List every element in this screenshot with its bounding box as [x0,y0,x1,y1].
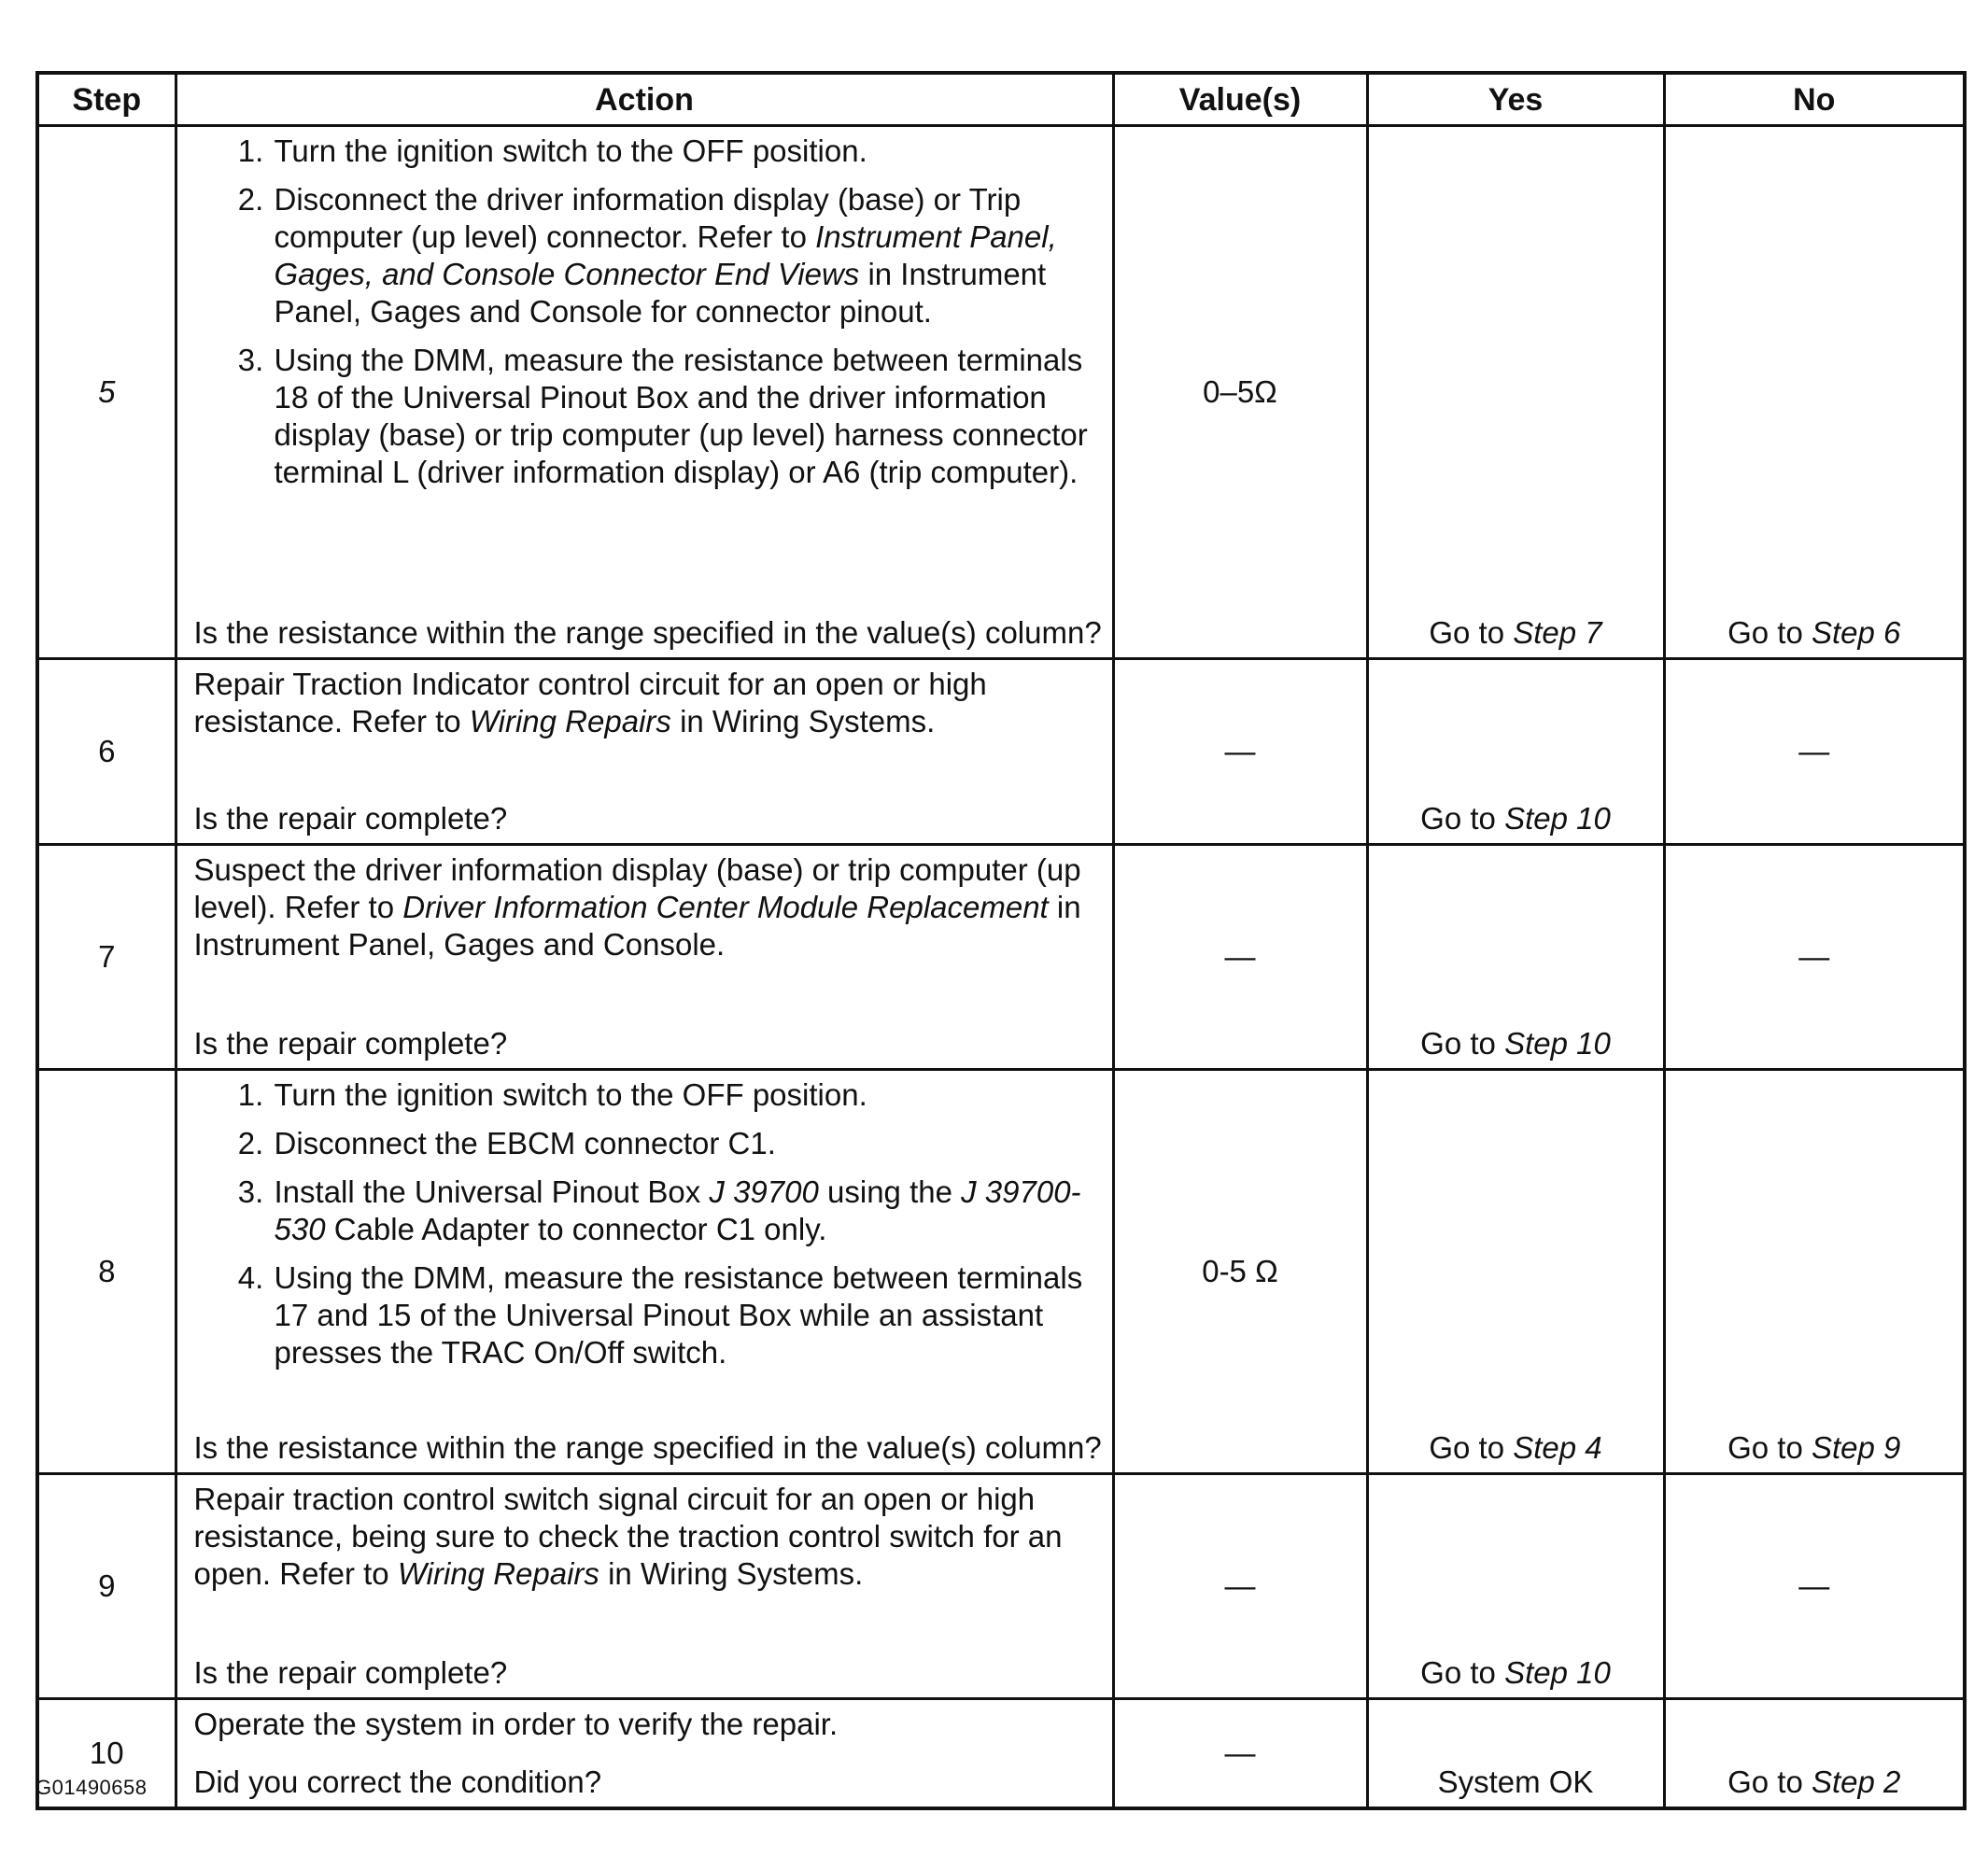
list-item [273,181,1103,330]
list-item-text: Disconnect the EBCM connector C1. [274,1126,776,1160]
question-text: Did you correct the condition? [193,1765,602,1799]
header-action: Action [176,73,1113,126]
no-cell [1664,1070,1965,1474]
no-prefix: Go to [1727,1765,1812,1799]
yes-cell [1367,845,1664,1070]
question-text: Is the repair complete? [193,1026,508,1061]
yes-step-link[interactable]: Step 10 [1504,1655,1611,1690]
yes-step-link[interactable]: Step 10 [1504,1026,1611,1061]
value-cell: — [1113,659,1367,845]
step-number: 8 [37,1070,176,1474]
no-cell [1664,126,1965,659]
no-cell: — [1664,1474,1965,1699]
manual-reference: Wiring Repairs [397,1556,599,1591]
header-step: Step [37,73,176,126]
action-content [194,1481,1103,1692]
list-item-text: in Instrument Panel, Gages and Console for connector pinout. [274,257,1047,329]
action-content [194,1076,1103,1467]
action-content [194,851,1103,1062]
question-text: Is the resistance within the range specified in the value(s) column? [193,1430,1102,1465]
yes-cell: System OK [1367,1699,1664,1809]
table-row-step-7 [37,845,1965,1070]
yes-cell [1367,1474,1664,1699]
list-item-text: Cable Adapter to connector C1 only. [325,1212,827,1246]
step-number: 10 [37,1699,176,1809]
value-cell: — [1113,845,1367,1070]
list-item [273,1259,1103,1371]
step-number: 6 [37,659,176,845]
list-item [273,1076,1103,1114]
action-text-part: in Wiring Systems. [670,704,936,738]
list-item-text: Disconnect the driver information display (base) or Trip computer (up level) connector. Refer to [274,182,1022,254]
action-text-part: in Instrument Panel, Gages and Console. [193,890,1081,962]
list-item-text: Using the DMM, measure the resistance between terminals 17 and 15 of the Universal Pinout Box while an assistant presses the TRAC On/Off switch. [274,1260,1083,1370]
question-text: Is the resistance within the range specified in the value(s) column? [193,615,1102,650]
header-row [37,73,1965,126]
manual-reference: Instrument Panel, Gages, and Console Connector End Views [274,219,1057,291]
list-item [273,1174,1103,1248]
action-text-part: Repair Traction Indicator control circuit for an open or high resistance. Refer to [193,667,987,738]
value-text: 0–5Ω [1203,374,1277,409]
list-item [273,342,1103,491]
table-row-step-10 [37,1699,1965,1809]
no-step-link[interactable]: Step 9 [1811,1430,1901,1465]
question-text: Is the repair complete? [193,801,508,836]
list-item-text: Turn the ignition switch to the OFF position. [274,134,867,168]
action-steps-list [194,133,1103,502]
list-item [273,1125,1103,1162]
action-content [194,1706,1103,1801]
action-text-part: Suspect the driver information display (base) or trip computer (up level). Refer to [193,852,1081,924]
action-cell [176,1474,1113,1699]
action-text-part: in Wiring Systems. [599,1556,864,1591]
no-cell [1664,1699,1965,1809]
action-text [194,851,1103,963]
list-item-text: Turn the ignition switch to the OFF position. [274,1077,867,1112]
table-row-step-9 [37,1474,1965,1699]
manual-reference: Wiring Repairs [469,704,671,738]
action-content [194,133,1103,652]
diagnostic-table [35,71,1967,1810]
tool-reference: J 39700-530 [274,1174,1081,1246]
yes-cell [1367,1070,1664,1474]
step-number: 9 [37,1474,176,1699]
action-steps-list [194,1076,1103,1383]
question-text: Is the repair complete? [193,1655,508,1690]
value-cell [1113,1070,1367,1474]
yes-cell [1367,126,1664,659]
action-text-part: Repair traction control switch signal circuit for an open or high resistance, being sure to check the traction control switch for an open. Refer to [193,1482,1063,1591]
yes-prefix: Go to [1420,1655,1505,1690]
header-yes: Yes [1367,73,1664,126]
value-cell: — [1113,1699,1367,1809]
list-item-text: Using the DMM, measure the resistance between terminals 18 of the Universal Pinout Box and the driver information display (base) or trip computer (up level) harness connector terminal L (driver information display) or A6 (trip computer). [274,343,1088,489]
value-cell [1113,126,1367,659]
yes-step-link[interactable]: Step 10 [1504,801,1611,836]
action-cell [176,1070,1113,1474]
header-values: Value(s) [1113,73,1367,126]
action-cell [176,845,1113,1070]
yes-prefix: Go to [1429,615,1514,650]
tool-reference: J 39700 [709,1174,819,1209]
list-item-text: Install the Universal Pinout Box [274,1174,710,1209]
value-cell: — [1113,1474,1367,1699]
yes-cell [1367,659,1664,845]
no-step-link[interactable]: Step 6 [1811,615,1901,650]
yes-step-link[interactable]: Step 4 [1513,1430,1602,1465]
no-prefix: Go to [1727,1430,1812,1465]
yes-prefix: Go to [1429,1430,1514,1465]
no-prefix: Go to [1727,615,1812,650]
action-cell [176,126,1113,659]
yes-prefix: Go to [1420,801,1505,836]
no-step-link[interactable]: Step 2 [1811,1765,1901,1799]
table-row-step-6 [37,659,1965,845]
action-text [194,1481,1103,1593]
list-item [273,133,1103,170]
figure-id: G01490658 [35,1776,148,1799]
action-cell [176,1699,1113,1809]
list-item-text: using the [818,1174,962,1209]
header-no: No [1664,73,1965,126]
table-row-step-5 [37,126,1965,659]
step-number [37,126,176,659]
step-number-text: 5 [98,374,116,409]
action-text [194,666,1103,740]
yes-prefix: Go to [1420,1026,1505,1061]
action-text: Operate the system in order to verify the repair. [193,1707,839,1741]
yes-step-link[interactable]: Step 7 [1513,615,1602,650]
manual-reference: Driver Information Center Module Replacement [402,890,1049,924]
action-cell [176,659,1113,845]
no-cell: — [1664,845,1965,1070]
step-number: 7 [37,845,176,1070]
action-content [194,666,1103,837]
no-cell: — [1664,659,1965,845]
value-text: 0-5 Ω [1202,1254,1278,1288]
table-row-step-8 [37,1070,1965,1474]
